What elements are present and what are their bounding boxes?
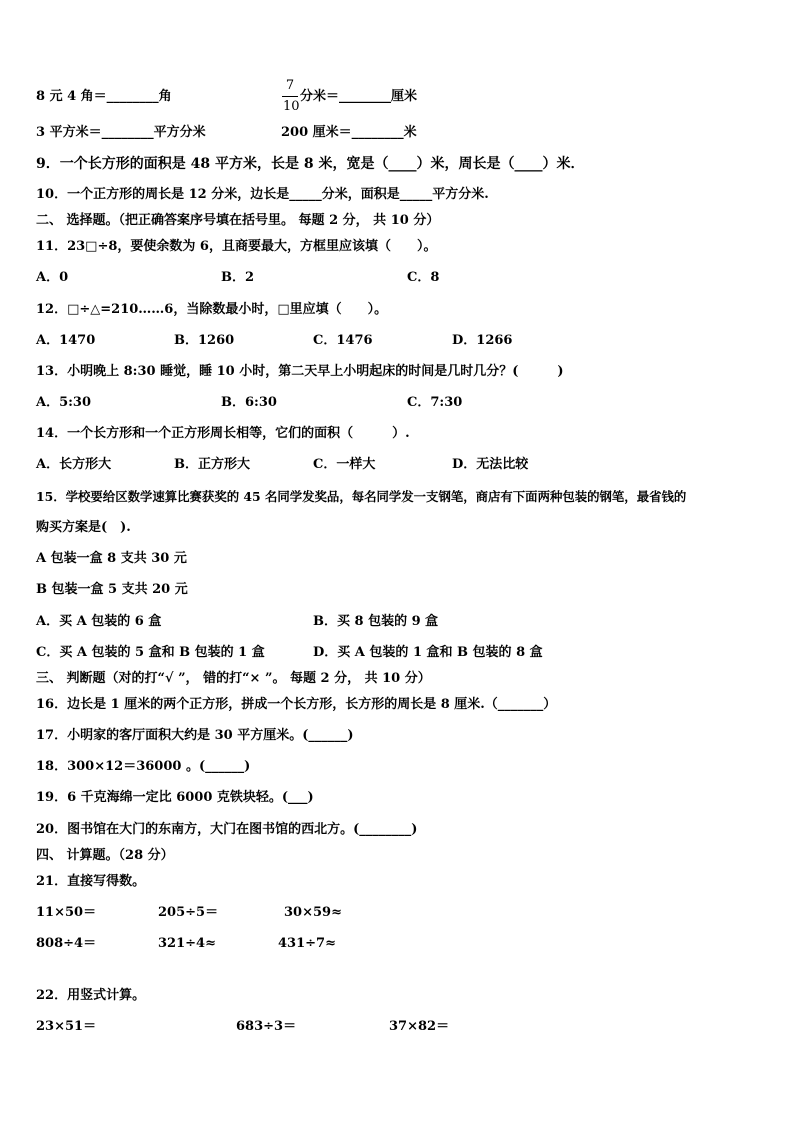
q8b-text: 分米＝________厘米: [300, 89, 418, 104]
q15-option-b: B．买 8 包装的 9 盒: [313, 614, 439, 629]
question-17: 17．小明家的客厅面积大约是 30 平方厘米。(______): [36, 728, 354, 743]
q21-item: 321÷4≈: [158, 936, 216, 951]
question-14: 14．一个长方形和一个正方形周长相等，它们的面积（ ）.: [36, 426, 410, 441]
question-16: 16．边长是 1 厘米的两个正方形，拼成一个长方形，长方形的周长是 8 厘米.（_______）: [36, 697, 557, 712]
section-2-heading: 二、 选择题。（把正确答案序号填在括号里。 每题 2 分， 共 10 分）: [36, 213, 440, 228]
question-21: 21．直接写得数。: [36, 874, 146, 889]
question-15-line2: 购买方案是( ).: [36, 520, 131, 535]
question-9: 9．一个长方形的面积是 48 平方米，长是 8 米，宽是（____）米，周长是（____）米．: [36, 156, 585, 172]
question-18: 18．300×12＝36000 。(______): [36, 759, 251, 774]
question-19: 19．6 千克海绵一定比 6000 克铁块轻。(___): [36, 790, 314, 805]
q8a-text: 8 元 4 角＝________角: [36, 89, 172, 104]
q13-option-b: B．6:30: [221, 395, 277, 410]
section-4-heading: 四、 计算题。（28 分）: [36, 848, 174, 863]
question-11: 11．23□÷8，要使余数为 6，且商要最大，方框里应该填（ ）。: [36, 239, 437, 254]
q12-option-d: D．1266: [452, 333, 513, 348]
q12-option-c: C．1476: [313, 333, 373, 348]
q21-item: 431÷7≈: [278, 936, 336, 951]
q21-item: 808÷4＝: [36, 936, 97, 951]
q14-option-b: B．正方形大: [174, 457, 250, 472]
q15-option-a: A．买 A 包装的 6 盒: [36, 614, 162, 629]
q13-option-c: C．7:30: [407, 395, 463, 410]
q21-item: 205÷5＝: [158, 905, 219, 920]
q15-option-d: D．买 A 包装的 1 盒和 B 包装的 8 盒: [313, 645, 543, 660]
q12-option-b: B．1260: [174, 333, 235, 348]
question-12: 12．□÷△=210……6，当除数最小时，□里应填（ ）。: [36, 302, 388, 317]
q12-option-a: A．1470: [36, 333, 96, 348]
q22-item: 23×51＝: [36, 1019, 97, 1034]
question-20: 20．图书馆在大门的东南方，大门在图书馆的西北方。(________): [36, 822, 418, 837]
q14-option-a: A．长方形大: [36, 457, 112, 472]
q15-option-c: C．买 A 包装的 5 盒和 B 包装的 1 盒: [36, 645, 265, 660]
question-15-line1: 15．学校要给区数学速算比赛获奖的 45 名同学发奖品，每名同学发一支钢笔，商店有下面两种包装的钢笔，最省钱的: [36, 489, 687, 504]
q22-item: 37×82＝: [389, 1019, 450, 1034]
q11-option-a: A．0: [36, 270, 69, 285]
q15-package-b: B 包装一盒 5 支共 20 元: [36, 582, 188, 597]
q21-item: 30×59≈: [284, 905, 342, 920]
q22-item: 683÷3＝: [236, 1019, 297, 1034]
q11-option-c: C．8: [407, 270, 440, 285]
q11-option-b: B．2: [221, 270, 255, 285]
question-22: 22．用竖式计算。: [36, 988, 146, 1003]
section-3-heading: 三、 判断题（对的打“√ ”， 错的打“× ”。 每题 2 分， 共 10 分）: [36, 671, 431, 686]
q13-option-a: A．5:30: [36, 395, 92, 410]
q14-option-c: C．一样大: [313, 457, 376, 472]
q8d-text: 200 厘米＝________米: [281, 125, 417, 140]
fraction-bar: [282, 96, 298, 97]
question-10: 10．一个正方形的周长是 12 分米，边长是_____分米，面积是_____平方分米.: [36, 187, 489, 202]
q14-option-d: D．无法比较: [452, 457, 529, 472]
fraction-denominator: 10: [283, 99, 300, 114]
fraction-numerator: 7: [285, 78, 295, 93]
question-13: 13．小明晚上 8:30 睡觉，睡 10 小时，第二天早上小明起床的时间是几时几分？( ): [36, 364, 564, 379]
q21-item: 11×50＝: [36, 905, 97, 920]
q8c-text: 3 平方米＝________平方分米: [36, 125, 206, 140]
q15-package-a: A 包装一盒 8 支共 30 元: [36, 551, 187, 566]
